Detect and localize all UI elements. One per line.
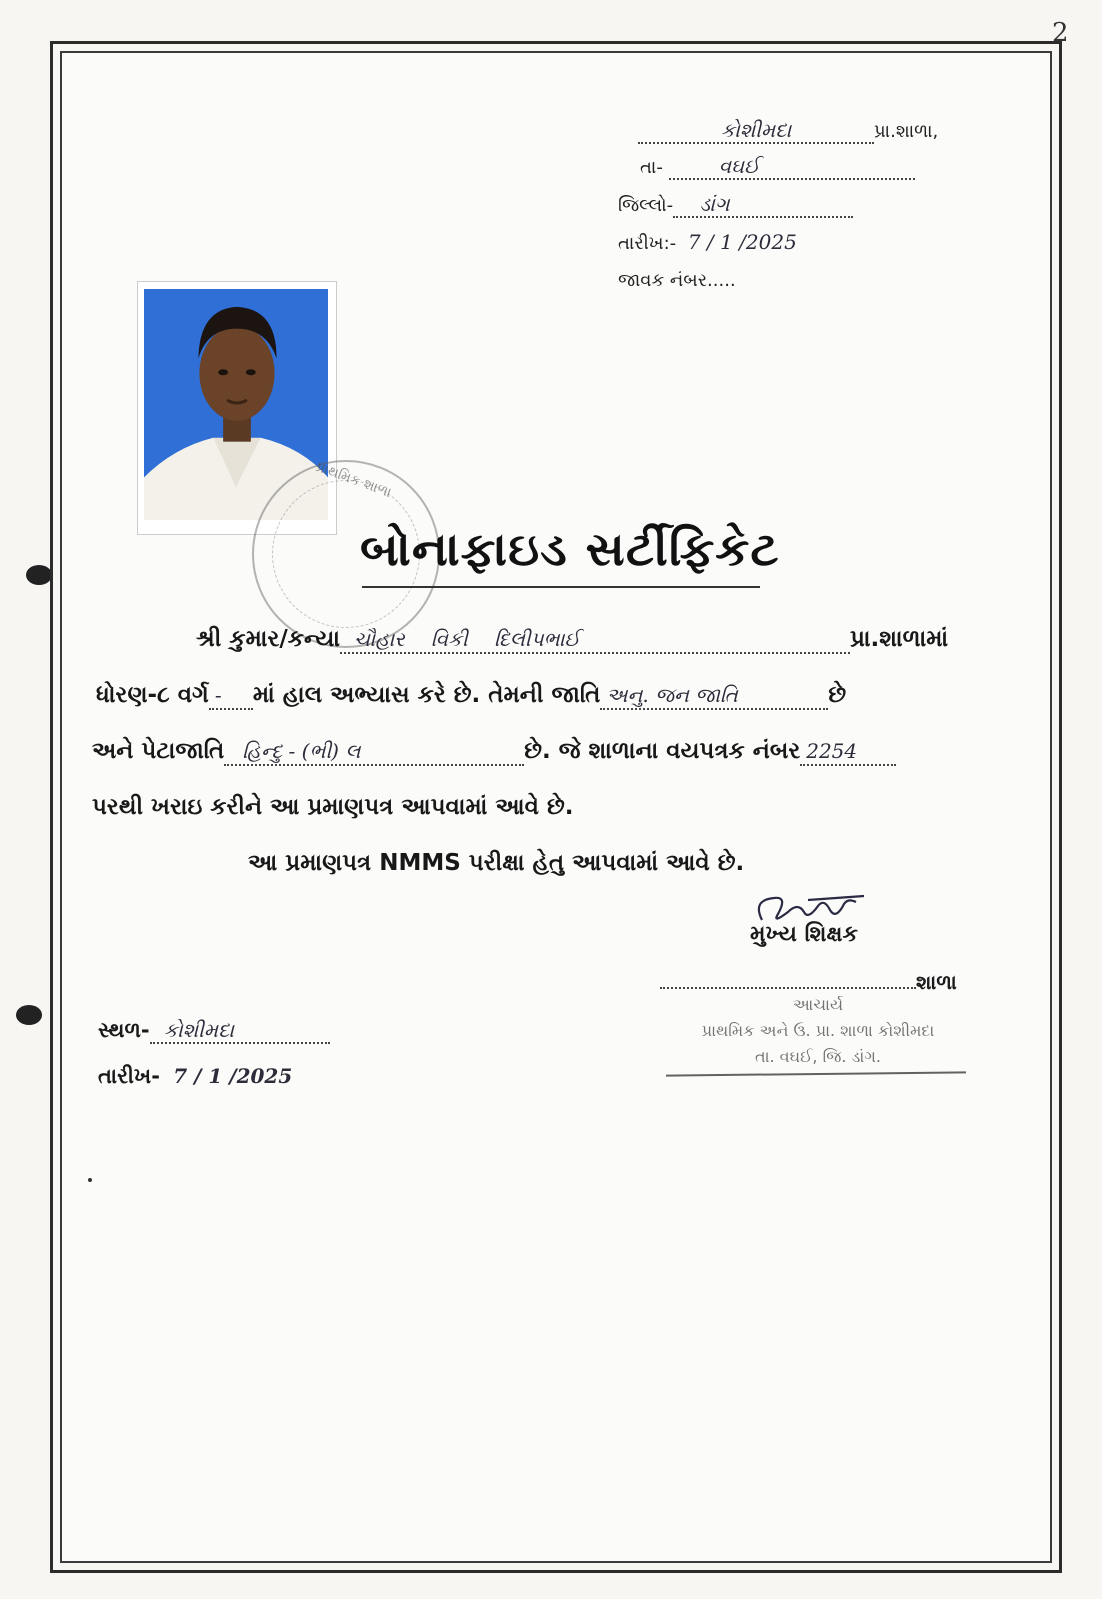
header-school-line xyxy=(638,118,938,144)
header-district-line xyxy=(618,192,853,218)
footer-date-label: તારીખ- xyxy=(98,1064,160,1088)
header-taluka-line xyxy=(640,154,915,180)
district-label: જિલ્લો- xyxy=(618,195,674,216)
stamp-title: આચાર્ય xyxy=(792,995,844,1014)
page-number: 2 xyxy=(1052,18,1069,48)
stamp-line-1: પ્રાથમિક અને ઉ. પ્રા. શાળા કોશીમદા xyxy=(701,1021,935,1040)
place-handwritten: કોશીમદા xyxy=(163,1018,235,1042)
place-line xyxy=(98,1018,330,1044)
body-line-3 xyxy=(92,738,896,766)
district-handwritten: ડાંગ xyxy=(699,192,730,216)
class-handwritten: - xyxy=(214,683,222,707)
body-line-2 xyxy=(96,682,846,710)
ink-speck xyxy=(88,1178,92,1182)
subcaste-label: અને પેટાજાતિ xyxy=(92,738,225,764)
caste-handwritten: અનુ. જન જાતિ xyxy=(606,683,738,707)
head-teacher-label: મુખ્ય શિક્ષક xyxy=(750,922,859,947)
binder-hole xyxy=(26,565,52,585)
school-label: શાળા xyxy=(916,970,957,994)
taluka-handwritten: વઘઈ xyxy=(718,154,760,178)
school-suffix: પ્રા.શાળા, xyxy=(874,121,939,142)
date-label: તારીખ:- xyxy=(618,233,677,254)
student-prefix: શ્રી કુમાર/કન્યા xyxy=(196,626,340,652)
school-signature-line xyxy=(660,970,957,994)
school-in-label: પ્રા.શાળામાં xyxy=(849,626,949,652)
taluka-label: તા- xyxy=(640,157,663,178)
is-text: છે xyxy=(828,682,847,708)
title-underline xyxy=(362,586,760,588)
footer-date-handwritten: 7 / 1 /2025 xyxy=(173,1064,293,1088)
date-handwritten: 7 / 1 /2025 xyxy=(687,230,797,254)
certificate-title: બોનાફાઇડ સર્ટીફિકેટ xyxy=(360,522,780,576)
principal-stamp xyxy=(668,992,968,1070)
header-date-line xyxy=(618,230,803,254)
stamp-line-2: તા. વઘઈ, જિ. ડાંગ. xyxy=(754,1047,882,1066)
register-number-handwritten: 2254 xyxy=(806,739,858,763)
standard-label: ધોરણ-૮ વર્ગ xyxy=(96,682,209,708)
school-name-handwritten: કોશીમદા xyxy=(720,118,792,142)
subcaste-handwritten: હિન્દુ - (ભી) લ xyxy=(242,739,361,763)
place-label: સ્થળ- xyxy=(98,1018,150,1042)
footer-date-line xyxy=(98,1064,298,1089)
register-text: છે. જે શાળાના વયપત્રક નંબર xyxy=(524,738,801,764)
body-line-4: પરથી ખરાઇ કરીને આ પ્રમાણપત્ર આપવામાં આવે છે. xyxy=(92,794,574,820)
purpose-line: આ પ્રમાણપત્ર NMMS પરીક્ષા હેતુ આપવામાં આવે છે. xyxy=(248,850,745,876)
outward-number-label: જાવક નંબર..... xyxy=(618,270,736,291)
seal-text: પ્રાથમિક શાળા xyxy=(313,458,394,502)
body-line-1 xyxy=(196,626,948,654)
student-name-handwritten: ચૌહાર વિકી દિલીપભાઈ xyxy=(353,627,580,651)
studying-text: માં હાલ અભ્યાસ કરે છે. તેમની જાતિ xyxy=(252,682,601,708)
binder-hole xyxy=(16,1005,42,1025)
